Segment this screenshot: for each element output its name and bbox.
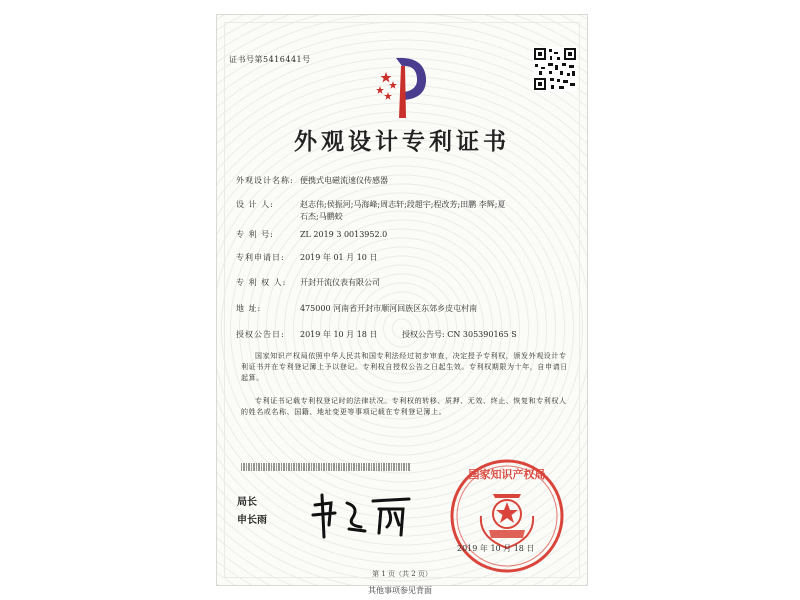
- patent-office-logo-icon: [374, 48, 434, 120]
- certificate-number: 证书号第5416441号: [229, 55, 311, 64]
- field-value: 便携式电磁流速仪传感器: [300, 176, 388, 185]
- field-value: 2019 年 01 月 10 日: [300, 253, 378, 262]
- field-address: [236, 303, 477, 315]
- footer-note: 其他事项参见背面: [368, 586, 432, 595]
- field-application-date: [236, 252, 377, 264]
- field-designers: [236, 199, 510, 223]
- seal-text: 国家知识产权局: [468, 468, 546, 481]
- field-label: 设 计 人:: [236, 200, 274, 209]
- certificate-paper: [216, 14, 588, 586]
- field-value: 开封开流仪表有限公司: [300, 278, 380, 287]
- field-patentee: [236, 277, 380, 289]
- grant-pub-no-label: 授权公告号:: [401, 330, 445, 339]
- body-paragraph-1: 国家知识产权局依照中华人民共和国专利法经过初步审查，决定授予专利权，颁发外观设计专利证书并在专利登记簿上予以登记。专利权自授权公告之日起生效。专利权期限为十年，自申请日起算。: [241, 352, 568, 382]
- field-value: ZL 2019 3 0013952.0: [300, 230, 388, 239]
- field-label: 专 利 号:: [236, 230, 274, 239]
- handwritten-signature-icon: [309, 491, 419, 541]
- issue-date: 2019 年 10 月 18 日: [457, 544, 535, 553]
- grant-pub-no: CN 305390165 S: [447, 330, 517, 339]
- field-label: 专利申请日:: [236, 253, 285, 262]
- qr-code-icon: [533, 47, 577, 91]
- official-seal-icon: [449, 458, 565, 574]
- field-label: 授权公告日:: [236, 330, 285, 339]
- barcode-icon: [241, 463, 411, 471]
- field-value: 475000 河南省开封市顺河回族区东郊乡皮屯村南: [300, 304, 478, 313]
- field-value: 赵志伟;侯振河;马海峰;周志轩;段超宇;程改芳;田鹏 李辉;夏石杰;马鹏蛟: [300, 200, 506, 221]
- director-name: 申长雨: [237, 515, 267, 526]
- field-label: 外观设计名称:: [236, 176, 294, 185]
- body-paragraph-2: 专利证书记载专利权登记时的法律状况。专利权的转移、质押、无效、终止、恢复和专利权人的姓名或名称、国籍、地址变更等事项记载在专利登记簿上。: [241, 397, 567, 416]
- page-number: 第 1 页（共 2 页）: [372, 570, 432, 578]
- certificate-title: 外观设计专利证书: [294, 128, 510, 155]
- field-label: 专 利 权 人:: [236, 278, 287, 287]
- director-title: 局长: [237, 497, 257, 508]
- field-patent-number: [236, 229, 387, 241]
- field-design-name: [236, 175, 388, 187]
- field-label: 地 址:: [236, 304, 262, 313]
- field-grant-date: [236, 329, 517, 341]
- field-value: 2019 年 10 月 18 日: [300, 330, 378, 339]
